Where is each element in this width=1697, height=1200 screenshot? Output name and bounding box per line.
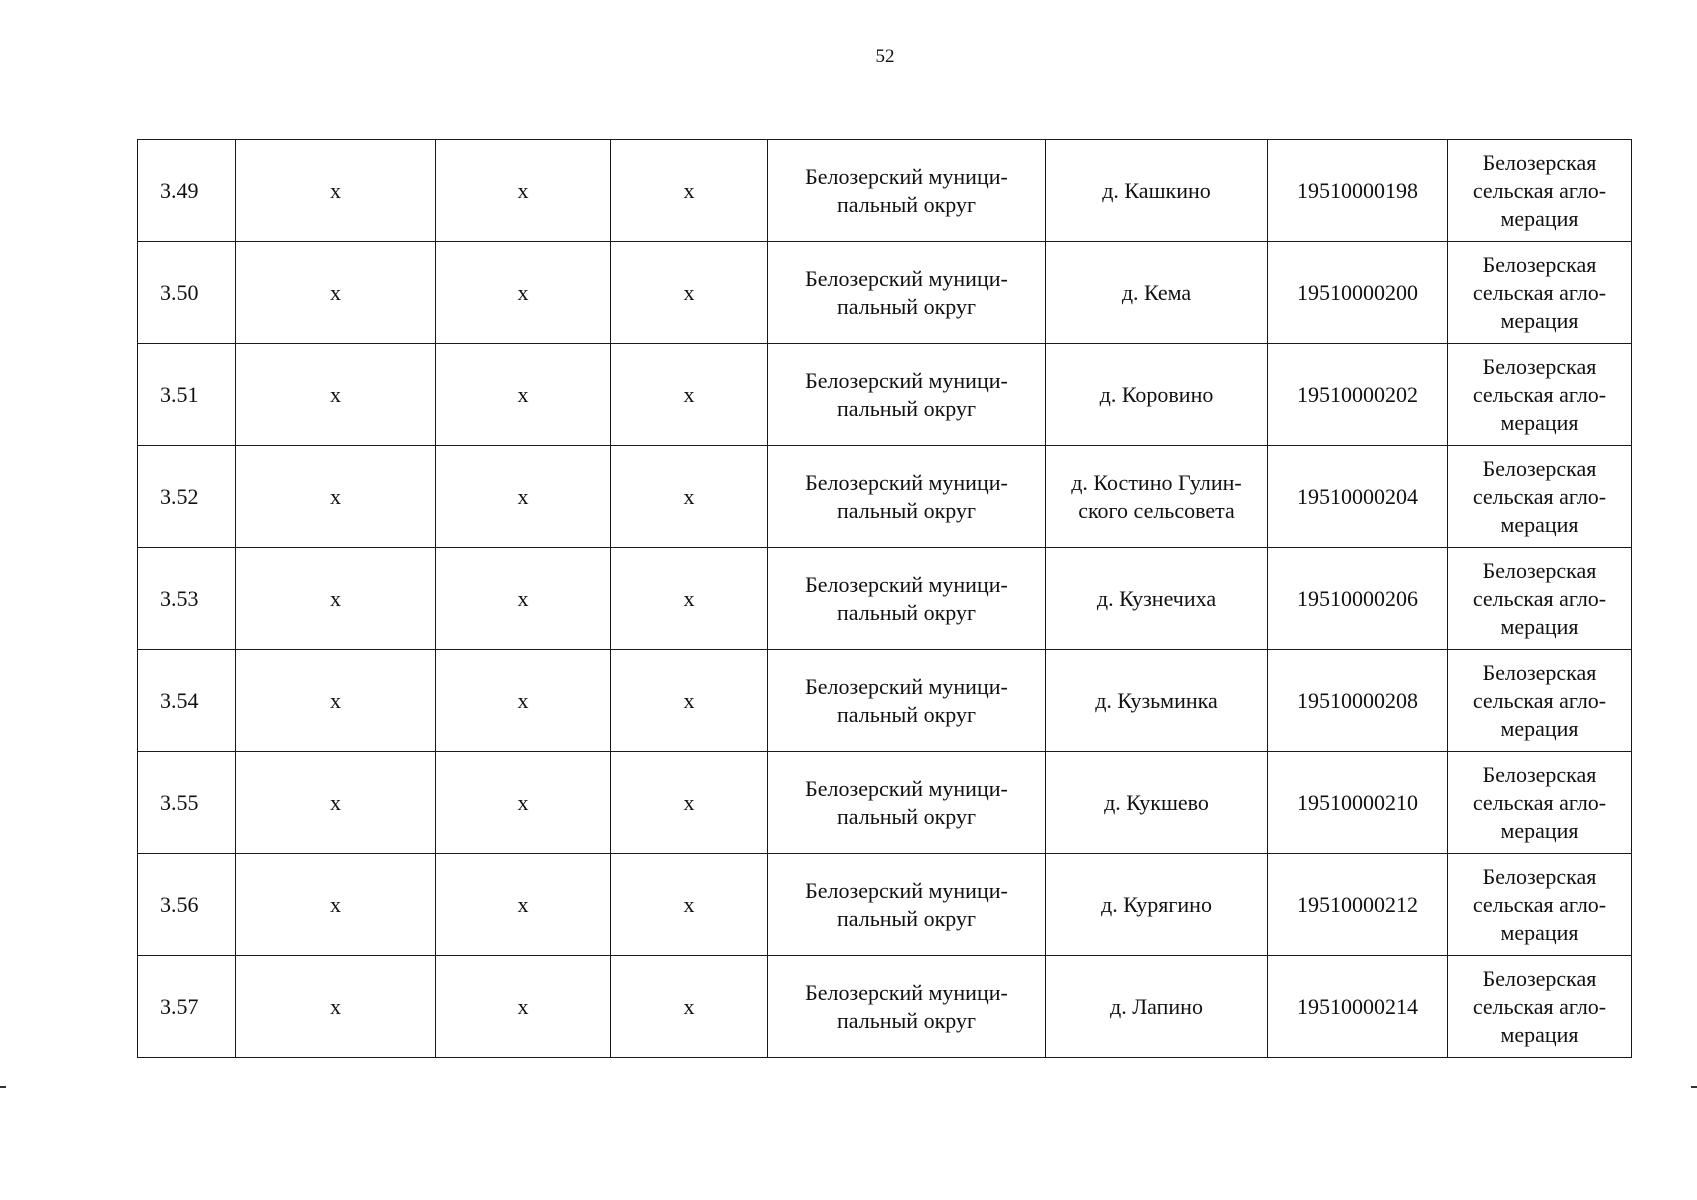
settlement-line1: д. Костино Гулин-	[1071, 469, 1242, 495]
settlement-line1: д. Курягино	[1101, 891, 1212, 917]
settlement-line1: д. Кашкино	[1102, 177, 1211, 203]
cell-col2: х	[236, 752, 436, 854]
code-cell: 19510000200	[1268, 242, 1448, 344]
cell-col3: х	[436, 446, 611, 548]
cell-col2: х	[236, 344, 436, 446]
cell-col4: х	[611, 854, 768, 956]
district-cell	[768, 344, 1046, 446]
agglomeration-line1: Белозерская	[1482, 659, 1597, 685]
cell-col4: х	[611, 242, 768, 344]
district-line1: Белозерский муници-	[805, 571, 1008, 597]
district-line1: Белозерский муници-	[805, 673, 1008, 699]
settlement-cell	[1046, 344, 1268, 446]
cell-col3: х	[436, 650, 611, 752]
agglomeration-line3: мерация	[1500, 1021, 1579, 1047]
district-cell	[768, 242, 1046, 344]
settlement-cell	[1046, 446, 1268, 548]
cell-col4: х	[611, 140, 768, 242]
code-cell: 19510000202	[1268, 344, 1448, 446]
district-line1: Белозерский муници-	[805, 367, 1008, 393]
agglomeration-cell	[1448, 242, 1632, 344]
agglomeration-line1: Белозерская	[1482, 761, 1597, 787]
cell-col3: х	[436, 854, 611, 956]
row-number: 3.53	[138, 548, 236, 650]
table-body	[138, 140, 1632, 1058]
agglomeration-line2: сельская агло-	[1472, 891, 1607, 917]
agglomeration-line3: мерация	[1500, 919, 1579, 945]
agglomeration-line2: сельская агло-	[1472, 483, 1607, 509]
district-line1: Белозерский муници-	[805, 163, 1008, 189]
agglomeration-line2: сельская агло-	[1472, 687, 1607, 713]
code-cell: 19510000206	[1268, 548, 1448, 650]
district-line2: пальный округ	[837, 497, 976, 523]
settlement-line1: д. Лапино	[1110, 993, 1203, 1019]
district-line1: Белозерский муници-	[805, 469, 1008, 495]
district-line2: пальный округ	[837, 701, 976, 727]
agglomeration-line1: Белозерская	[1482, 863, 1597, 889]
district-line2: пальный округ	[837, 803, 976, 829]
edge-mark-right	[1691, 1086, 1697, 1088]
settlement-cell	[1046, 854, 1268, 956]
row-number: 3.57	[138, 956, 236, 1058]
cell-col4: х	[611, 752, 768, 854]
code-cell: 19510000210	[1268, 752, 1448, 854]
agglomeration-line2: сельская агло-	[1472, 381, 1607, 407]
cell-col4: х	[611, 956, 768, 1058]
district-line2: пальный округ	[837, 395, 976, 421]
settlement-cell	[1046, 650, 1268, 752]
agglomeration-line3: мерация	[1500, 817, 1579, 843]
table-row	[138, 548, 1632, 650]
code-cell: 19510000198	[1268, 140, 1448, 242]
district-line1: Белозерский муници-	[805, 877, 1008, 903]
district-line2: пальный округ	[837, 293, 976, 319]
agglomeration-cell	[1448, 446, 1632, 548]
table-row	[138, 752, 1632, 854]
cell-col2: х	[236, 140, 436, 242]
district-line2: пальный округ	[837, 191, 976, 217]
settlement-line2: ского сельсовета	[1078, 497, 1235, 523]
cell-col2: х	[236, 956, 436, 1058]
district-line1: Белозерский муници-	[805, 265, 1008, 291]
page-number: 52	[875, 46, 895, 67]
agglomeration-line2: сельская агло-	[1472, 177, 1607, 203]
district-line2: пальный округ	[837, 1007, 976, 1033]
settlement-cell	[1046, 548, 1268, 650]
district-cell	[768, 548, 1046, 650]
table-row	[138, 344, 1632, 446]
district-line1: Белозерский муници-	[805, 775, 1008, 801]
table-row	[138, 956, 1632, 1058]
agglomeration-line1: Белозерская	[1482, 149, 1597, 175]
cell-col3: х	[436, 752, 611, 854]
district-cell	[768, 650, 1046, 752]
agglomeration-line1: Белозерская	[1482, 251, 1597, 277]
district-cell	[768, 956, 1046, 1058]
table-row	[138, 854, 1632, 956]
agglomeration-line3: мерация	[1500, 205, 1579, 231]
agglomeration-line3: мерация	[1500, 613, 1579, 639]
edge-mark-left	[0, 1086, 6, 1088]
agglomeration-cell	[1448, 752, 1632, 854]
settlement-cell	[1046, 140, 1268, 242]
settlements-table	[137, 139, 1632, 1058]
agglomeration-line2: сельская агло-	[1472, 993, 1607, 1019]
district-line1: Белозерский муници-	[805, 979, 1008, 1005]
code-cell: 19510000208	[1268, 650, 1448, 752]
row-number: 3.54	[138, 650, 236, 752]
settlement-line1: д. Кукшево	[1104, 789, 1209, 815]
code-cell: 19510000214	[1268, 956, 1448, 1058]
row-number: 3.55	[138, 752, 236, 854]
cell-col2: х	[236, 854, 436, 956]
agglomeration-line2: сельская агло-	[1472, 789, 1607, 815]
cell-col3: х	[436, 956, 611, 1058]
table-row	[138, 650, 1632, 752]
settlement-line1: д. Кузнечиха	[1096, 585, 1217, 611]
table-row	[138, 242, 1632, 344]
table-row	[138, 140, 1632, 242]
row-number: 3.49	[138, 140, 236, 242]
district-cell	[768, 446, 1046, 548]
agglomeration-line3: мерация	[1500, 511, 1579, 537]
settlement-line1: д. Кема	[1121, 279, 1192, 305]
agglomeration-cell	[1448, 548, 1632, 650]
settlement-cell	[1046, 242, 1268, 344]
cell-col2: х	[236, 548, 436, 650]
agglomeration-cell	[1448, 650, 1632, 752]
row-number: 3.51	[138, 344, 236, 446]
table-row	[138, 446, 1632, 548]
cell-col4: х	[611, 344, 768, 446]
cell-col2: х	[236, 242, 436, 344]
cell-col4: х	[611, 650, 768, 752]
settlement-line1: д. Коровино	[1099, 381, 1214, 407]
cell-col4: х	[611, 548, 768, 650]
agglomeration-line3: мерация	[1500, 715, 1579, 741]
agglomeration-line1: Белозерская	[1482, 455, 1597, 481]
settlement-line1: д. Кузьминка	[1095, 687, 1218, 713]
code-cell: 19510000212	[1268, 854, 1448, 956]
cell-col3: х	[436, 344, 611, 446]
cell-col4: х	[611, 446, 768, 548]
row-number: 3.56	[138, 854, 236, 956]
agglomeration-cell	[1448, 956, 1632, 1058]
settlement-cell	[1046, 752, 1268, 854]
row-number: 3.50	[138, 242, 236, 344]
agglomeration-line1: Белозерская	[1482, 353, 1597, 379]
row-number: 3.52	[138, 446, 236, 548]
cell-col3: х	[436, 548, 611, 650]
district-line2: пальный округ	[837, 599, 976, 625]
agglomeration-line1: Белозерская	[1482, 557, 1597, 583]
cell-col3: х	[436, 140, 611, 242]
district-cell	[768, 854, 1046, 956]
agglomeration-line3: мерация	[1500, 307, 1579, 333]
settlement-cell	[1046, 956, 1268, 1058]
agglomeration-cell	[1448, 344, 1632, 446]
district-cell	[768, 140, 1046, 242]
cell-col2: х	[236, 446, 436, 548]
district-cell	[768, 752, 1046, 854]
agglomeration-line2: сельская агло-	[1472, 279, 1607, 305]
agglomeration-cell	[1448, 140, 1632, 242]
district-line2: пальный округ	[837, 905, 976, 931]
agglomeration-cell	[1448, 854, 1632, 956]
cell-col3: х	[436, 242, 611, 344]
cell-col2: х	[236, 650, 436, 752]
agglomeration-line1: Белозерская	[1482, 965, 1597, 991]
agglomeration-line2: сельская агло-	[1472, 585, 1607, 611]
code-cell: 19510000204	[1268, 446, 1448, 548]
agglomeration-line3: мерация	[1500, 409, 1579, 435]
